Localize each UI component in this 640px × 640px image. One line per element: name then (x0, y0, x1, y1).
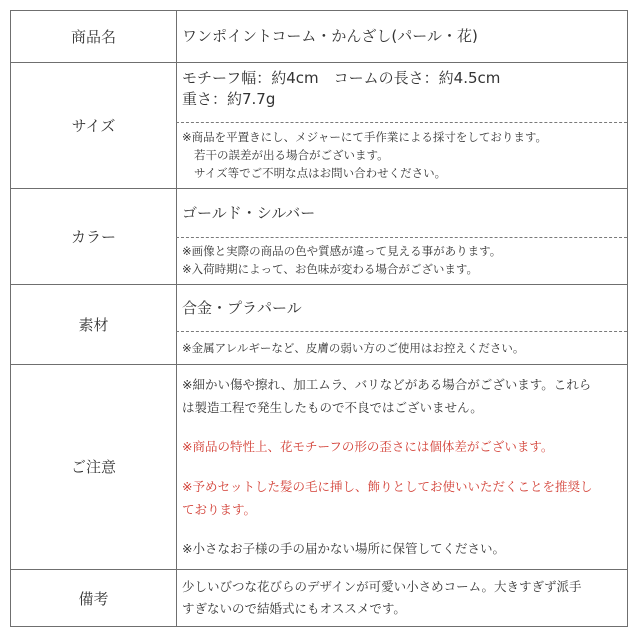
caution-highlight-text: ております。 (182, 502, 257, 517)
size-weight: 重さ：約7.7g (182, 90, 276, 108)
color-label: カラー (70, 227, 116, 246)
size-main (182, 68, 623, 110)
product-name-text: ワンポイントコーム・かんざし(パール・花) (182, 27, 478, 45)
product-name-label: 商品名 (70, 28, 116, 46)
caution-text: は製造工程で発生したもので不良ではございません。 (182, 400, 483, 415)
color-notes (182, 242, 623, 278)
caution-paragraph-4 (182, 537, 623, 560)
size-dimensions: モチーフ幅：約4cm コームの長さ：約4.5cm (182, 69, 501, 87)
material-label: 素材 (78, 315, 109, 334)
size-label: サイズ (71, 116, 116, 135)
product-spec-table (10, 10, 628, 627)
size-note: 若干の誤差が出る場合がございます。 (194, 148, 389, 162)
caution-text: ※小さなお子様の手の届かない場所に保管してください。 (182, 541, 505, 556)
remarks-label: 備考 (78, 590, 109, 608)
product-name-value (182, 26, 623, 47)
remarks-value (182, 576, 623, 620)
color-note: ※入荷時期によって、お色味が変わる場合がございます。 (182, 262, 478, 276)
color-text: ゴールド・シルバー (182, 204, 316, 222)
material-notes (182, 339, 623, 357)
caution-highlight-text: ※商品の特性上、花モチーフの形の歪さには個体差がございます。 (182, 439, 554, 454)
material-sub-divider (176, 331, 627, 332)
color-value (182, 203, 623, 224)
caution-highlight-text: ※予めセットした髪の毛に挿し、飾りとしてお使いいただくことを推奨し (182, 479, 593, 494)
column-divider (176, 11, 177, 626)
caution-label: ご注意 (70, 458, 116, 476)
material-text: 合金・プラパール (182, 299, 302, 317)
remarks-text: すぎないので結婚式にもオススメです。 (182, 601, 406, 616)
material-note: ※金属アレルギーなど、皮膚の弱い方のご使用はお控えください。 (182, 341, 525, 355)
size-note: ※商品を平置きにし、メジャーにて手作業による採寸をしております。 (182, 130, 547, 144)
color-note: ※画像と実際の商品の色や質感が違って見える事があります。 (182, 244, 502, 258)
caution-paragraph-1 (182, 373, 623, 419)
caution-paragraph-2 (182, 435, 623, 458)
caution-text: ※細かい傷や擦れ、加工ムラ、バリなどがある場合がございます。これら (182, 377, 592, 392)
size-sub-divider (176, 122, 627, 123)
remarks-text: 少しいびつな花びらのデザインが可愛い小さめコーム。大きすぎず派手 (182, 579, 582, 594)
material-value (182, 298, 623, 319)
caution-paragraph-3 (182, 475, 623, 521)
color-sub-divider (176, 237, 627, 238)
size-notes (182, 128, 623, 182)
size-note: サイズ等でご不明な点はお問い合わせください。 (194, 166, 447, 180)
